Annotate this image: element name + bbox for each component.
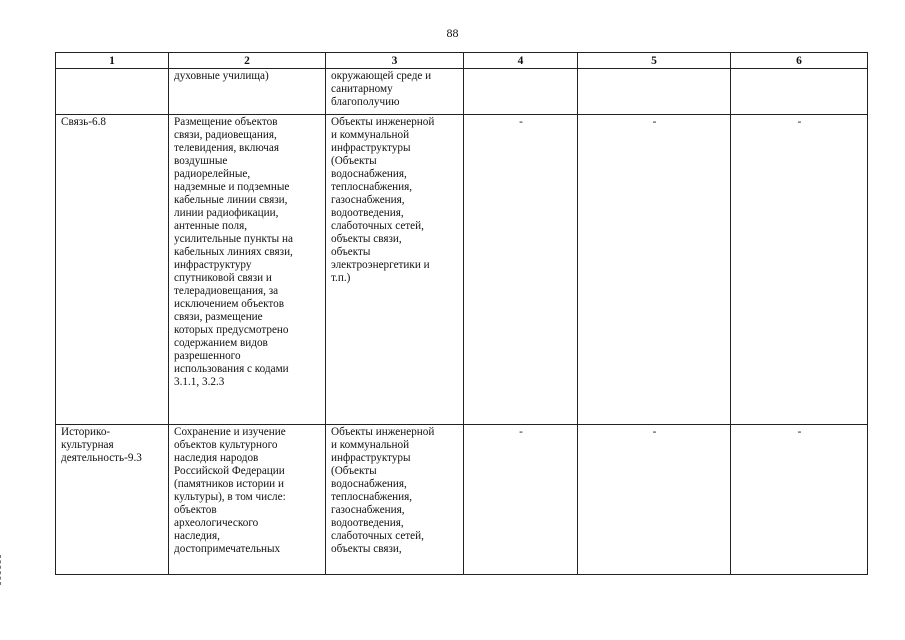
column-header-1: 1 — [56, 53, 169, 69]
cell-permitted-objects: Объекты инженерной и коммунальной инфраструктуры (Объекты водоснабжения, теплоснабжения, газоснабжения, водоотведения, слаботочных сетей, объекты связи, объекты электроэнергетики и т.п.) — [326, 115, 464, 425]
column-header-6: 6 — [731, 53, 868, 69]
column-header-3: 3 — [326, 53, 464, 69]
cell-col4 — [464, 69, 578, 115]
cell-description: Сохранение и изучение объектов культурного наследия народов Российской Федерации (памятников истории и культуры), в том числе: объектов археологического наследия, достопримечательных — [169, 425, 326, 575]
page-number: 88 — [446, 26, 459, 40]
table-row — [56, 115, 868, 425]
cell-col6 — [731, 69, 868, 115]
cell-col5 — [578, 69, 731, 115]
cell-permitted-objects: окружающей среде и санитарному благополучию — [326, 69, 464, 115]
cell-land-use-type: Связь-6.8 — [56, 115, 169, 425]
table-row — [56, 425, 868, 575]
cell-col5: - — [578, 425, 731, 575]
cell-col5: - — [578, 115, 731, 425]
scan-margin-mark — [0, 555, 7, 585]
column-header-4: 4 — [464, 53, 578, 69]
land-use-table — [55, 52, 868, 575]
cell-land-use-type — [56, 69, 169, 115]
column-header-5: 5 — [578, 53, 731, 69]
cell-col4: - — [464, 425, 578, 575]
header-row — [56, 53, 868, 69]
column-header-2: 2 — [169, 53, 326, 69]
cell-description: духовные училища) — [169, 69, 326, 115]
cell-col6: - — [731, 425, 868, 575]
cell-land-use-type: Историко- культурная деятельность-9.3 — [56, 425, 169, 575]
cell-col6: - — [731, 115, 868, 425]
cell-col4: - — [464, 115, 578, 425]
cell-description: Размещение объектов связи, радиовещания, телевидения, включая воздушные радиорелейные, надземные и подземные кабельные линии связи, линии радиофикации, антенные поля, усилительные пункты на кабельных линиях связи, инфраструктуру спутниковой связи и телерадиовещания, за исключением объектов связи, размещение которых предусмотрено содержанием видов разрешенного использования с кодами 3.1.1, 3.2.3 — [169, 115, 326, 425]
table-row — [56, 69, 868, 115]
cell-permitted-objects: Объекты инженерной и коммунальной инфраструктуры (Объекты водоснабжения, теплоснабжения, газоснабжения, водоотведения, слаботочных сетей, объекты связи, — [326, 425, 464, 575]
